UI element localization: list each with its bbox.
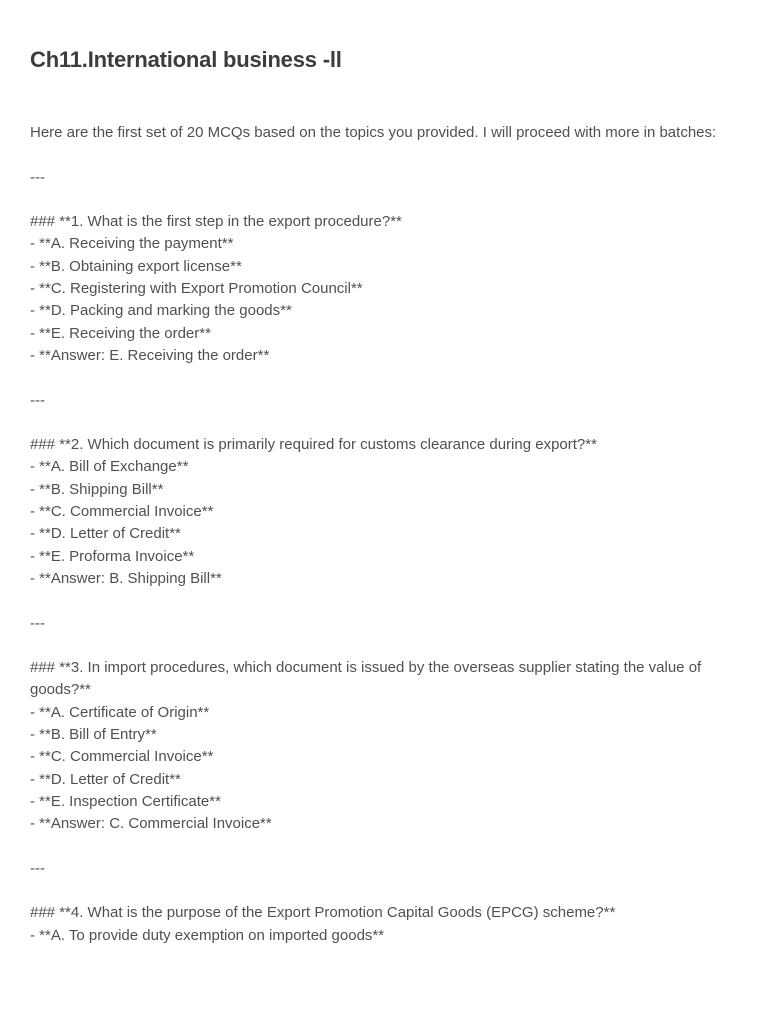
option-line: - **D. Packing and marking the goods** (30, 302, 292, 320)
separator: --- (30, 614, 45, 632)
option-line: - **B. Bill of Entry** (30, 726, 157, 744)
answer-line: - **Answer: B. Shipping Bill** (30, 569, 222, 587)
question-heading: ### **4. What is the purpose of the Export Promotion Capital Goods (EPCG) scheme?** (30, 904, 616, 922)
option-line: - **A. To provide duty exemption on imported goods** (30, 926, 385, 944)
question-block (30, 902, 738, 947)
option-line: - **A. Receiving the payment** (30, 235, 234, 253)
blank-line (30, 836, 738, 858)
question-heading: ### **2. Which document is primarily required for customs clearance during export?** (30, 436, 597, 454)
blank-line (30, 590, 738, 612)
question-heading: ### **3. In import procedures, which document is issued by the overseas supplier stating the value of goods?** (30, 659, 706, 699)
option-line: - **D. Letter of Credit** (30, 770, 181, 788)
question-block (30, 434, 738, 590)
blank-line (30, 189, 738, 211)
blank-line (30, 635, 738, 657)
answer-line: - **Answer: C. Commercial Invoice** (30, 815, 272, 833)
separator: --- (30, 391, 45, 409)
note-title: Ch11.International business -ll (30, 47, 342, 72)
blank-line (30, 367, 738, 389)
question-heading: ### **1. What is the first step in the export procedure?** (30, 213, 402, 231)
separator: --- (30, 859, 45, 877)
question-block (30, 657, 738, 835)
question-block (30, 211, 738, 367)
blank-line (30, 412, 738, 434)
option-line: - **C. Commercial Invoice** (30, 503, 214, 521)
option-line: - **D. Letter of Credit** (30, 525, 181, 543)
blank-line (30, 880, 738, 902)
option-line: - **A. Certificate of Origin** (30, 703, 210, 721)
note-body[interactable] (30, 122, 738, 947)
option-line: - **E. Receiving the order** (30, 324, 211, 342)
intro-paragraph: Here are the first set of 20 MCQs based on the topics you provided. I will proceed with more in batches: (30, 124, 717, 141)
option-line: - **E. Proforma Invoice** (30, 547, 195, 565)
answer-line: - **Answer: E. Receiving the order** (30, 346, 270, 364)
option-line: - **C. Registering with Export Promotion Council** (30, 280, 363, 298)
separator: --- (30, 168, 45, 186)
option-line: - **C. Commercial Invoice** (30, 748, 214, 766)
blank-line (30, 144, 738, 166)
option-line: - **A. Bill of Exchange** (30, 458, 189, 476)
option-line: - **E. Inspection Certificate** (30, 792, 221, 810)
option-line: - **B. Shipping Bill** (30, 480, 164, 498)
option-line: - **B. Obtaining export license** (30, 257, 242, 275)
